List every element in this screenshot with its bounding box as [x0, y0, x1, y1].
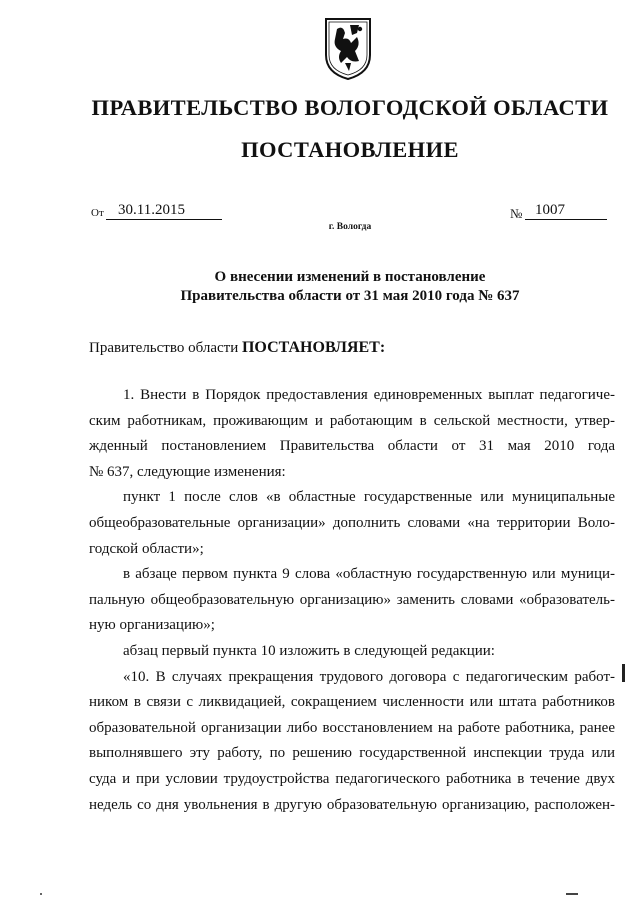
scan-speck	[40, 893, 42, 895]
scan-edge-mark	[622, 664, 625, 682]
text-line: ную организацию»;	[89, 617, 215, 634]
document-subject	[0, 268, 640, 306]
text-line: № 637, следующие изменения:	[89, 463, 286, 480]
text-line: абзац первый пункта 10 изложить в следующей редакции:	[123, 642, 495, 659]
paragraph-4	[89, 639, 615, 665]
preamble-emphasis: ПОСТАНОВЛЯЕТ:	[241, 339, 386, 356]
text-line: «10. В случаях прекращения трудового договора с педагогическим работ-	[123, 668, 615, 685]
organization-name: ПРАВИТЕЛЬСТВО ВОЛОГОДСКОЙ ОБЛАСТИ	[91, 95, 609, 120]
text-line: пальную общеобразовательную организацию» заменить словами «образователь-	[89, 591, 615, 608]
number-value: 1007	[525, 202, 607, 220]
text-line: 1. Внести в Порядок предоставления единовременных выплат педагогиче-	[123, 387, 615, 403]
subject-line-2: Правительства области от 31 мая 2010 года № 637	[180, 288, 520, 304]
text-line: в абзаце первом пункта 9 слова «областную государственную или муници-	[123, 566, 615, 583]
document-body	[89, 383, 615, 818]
text-line: недель со дня увольнения в другую образовательную организацию, расположен-	[89, 796, 615, 813]
scan-speck	[566, 893, 578, 895]
document-type: ПОСТАНОВЛЕНИЕ	[241, 137, 459, 162]
text-line: пункт 1 после слов «в областные государственные или муниципальные	[123, 489, 615, 506]
date-label: От	[91, 207, 104, 219]
coat-of-arms-icon	[323, 17, 373, 81]
paragraph-1	[89, 383, 615, 485]
city-label: г. Вологда	[328, 222, 372, 232]
text-line: суда и при условии трудоустройства педагогического работника в течение двух	[89, 770, 615, 787]
paragraph-2	[89, 485, 615, 562]
text-line: общеобразовательные организации» дополнить словами «на территории Воло-	[89, 514, 615, 531]
text-line: жденный постановлением Правительства области от 31 мая 2010 года	[89, 438, 615, 455]
date-value: 30.11.2015	[106, 202, 222, 220]
preamble	[89, 339, 385, 357]
subject-line-1: О внесении изменений в постановление	[214, 269, 486, 285]
preamble-text: Правительство области	[89, 340, 242, 356]
text-line: годской области»;	[89, 540, 204, 557]
number-label: №	[510, 206, 523, 221]
text-line: ским работникам, проживающим и работающим в сельской местности, утвер-	[89, 412, 615, 429]
text-line: ником в связи с ликвидацией, сокращением численности или штата работников	[89, 694, 615, 711]
paragraph-3	[89, 562, 615, 639]
paragraph-5	[89, 665, 615, 819]
text-line: выполнявшего эту работу, по решению государственной инспекции труда или	[89, 745, 615, 762]
text-line: образовательной организации либо восстановлением на работе работника, ранее	[89, 719, 615, 736]
